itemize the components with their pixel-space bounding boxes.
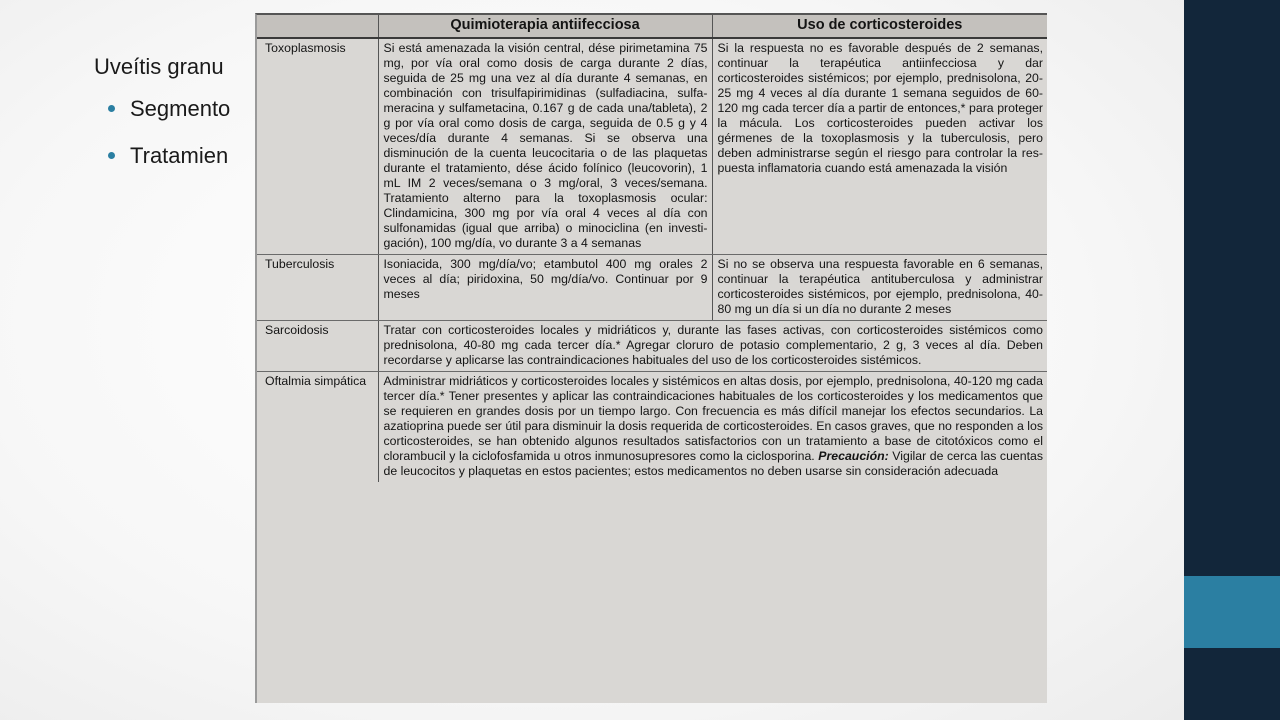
bullet-text: Tratamien bbox=[130, 142, 229, 168]
bullet-text: Segmento bbox=[130, 96, 231, 122]
row-name: Sarcoidosis bbox=[257, 321, 378, 372]
bullet-item bbox=[94, 96, 230, 122]
bullet-dot-icon bbox=[108, 105, 115, 112]
combined-cell: Tratar con corticosteroides locales y midriáticos y, durante las fases activas, con corticosteroides sistémicos como prednisolona, 40-80 mg cada tercer día.* Agregar cloruro de potasio complementario, 2 g, 3 veces al día. Deben recordarse y aplicarse las contraindicaciones habituales del uso de los corticosteroides sistémicos. bbox=[378, 321, 1047, 372]
row-name: Oftalmia simpática bbox=[265, 374, 367, 388]
combined-text: Administrar midriáticos y corticosteroides locales y sistémicos en altas dosis, por ejemplo, prednisolona, 40-120 mg cada tercer día.* Tener presentes y aplicar las contraindicaciones habituales de los corticosteroides y los medicamentos que se requieren en grandes dosis por un tiempo largo. Con frecuencia es más difícil manejar los efectos secundarios. La azatioprina puede ser útil para disminuir la dosis requerida de corticosteroides. En casos graves, que no responden a los corticosteroides, se han obtenido algunos resultados satisfactorios con un tratamiento a base de citotóxicos como el clorambucil y la ciclofosfamida u otros inmunosupresores como la ciclosporina. bbox=[383, 374, 1043, 463]
row-name: Toxoplasmosis bbox=[257, 38, 378, 255]
slide-title: Uveítis granu bbox=[94, 54, 224, 79]
row-name: Tuberculosis bbox=[257, 255, 378, 321]
steroids-cell: Si no se observa una respuesta favorable en 6 semanas, continuar la terapéutica antituberculosa y administrar corticosteroides sistémicos, por ejemplo, prednisolona, 40-80 mg un día si un día no durante 2 meses bbox=[712, 255, 1047, 321]
caution-text: Vigilar de cerca las cuentas de leucocitos y plaquetas en estos pacientes; estos medicamentos no deben usarse sin consideración adecuada bbox=[383, 449, 1044, 478]
combined-cell bbox=[378, 372, 1047, 483]
header-empty bbox=[257, 15, 378, 38]
bullet-item bbox=[94, 143, 230, 169]
table-header-row bbox=[257, 15, 1047, 38]
chemo-cell: Si está amenazada la visión central, dése pirimetamina 75 mg, por vía oral como dosis de carga durante 2 días, seguida de 25 mg una vez al día durante 4 semanas, en combinación con trisulfapirimidinas (sulfadiacina, sulfameracina y sulfametacina, 0.167 g de cada una/tableta), 2 g por vía oral como dosis de carga, seguida de 0.5 g y 4 veces/día durante 4 semanas. Si se observa una disminución de la cuenta leucocitaria o de las plaquetas durante el tratamiento, dése ácido folínico (leucovorin), 1 mL IM 2 veces/semana o 3 mg/oral, 3 veces/semana. Tratamiento alterno para la toxoplasmosis ocular: Clindamicina, 300 mg por vía oral 4 veces al día con sulfonamidas (igual que arriba) o minociclina (en investigación), 100 mg/día, vo durante 3 a 4 semanas bbox=[378, 38, 712, 255]
table-row bbox=[257, 38, 1047, 255]
bullet-dot-icon bbox=[108, 152, 115, 159]
slide-content bbox=[94, 54, 230, 189]
header-corticosteroids: Uso de corticosteroides bbox=[712, 15, 1047, 38]
caution-label: Precaución: bbox=[818, 449, 889, 463]
table-row bbox=[257, 255, 1047, 321]
chemo-cell: Isoniacida, 300 mg/día/vo; etambutol 400 mg orales 2 veces al día; piridoxina, 50 mg/día/vo. Continuar por 9 meses bbox=[378, 255, 712, 321]
header-chemotherapy: Quimioterapia antiifecciosa bbox=[378, 15, 712, 38]
treatment-table bbox=[257, 15, 1047, 482]
table-row bbox=[257, 321, 1047, 372]
scanned-table-image[interactable] bbox=[255, 13, 1047, 703]
slide-accent-block bbox=[1184, 576, 1280, 648]
table-row bbox=[257, 372, 1047, 483]
steroids-cell: Si la respuesta no es favorable después de 2 semanas, continuar la terapéutica antiinfecciosa y dar corticosteroides sistémicos; por ejemplo, prednisolona, 20-25 mg 4 veces al día durante 1 semana seguidos de 60-120 mg cada tercer día a partir de entonces,* para proteger la mácula. Los corticosteroides pueden activar los gérmenes de la toxoplasmosis y la tuberculosis, pero deben administrarse según el riesgo para controlar la respuesta inflamatoria cuando está amenazada la visión bbox=[712, 38, 1047, 255]
